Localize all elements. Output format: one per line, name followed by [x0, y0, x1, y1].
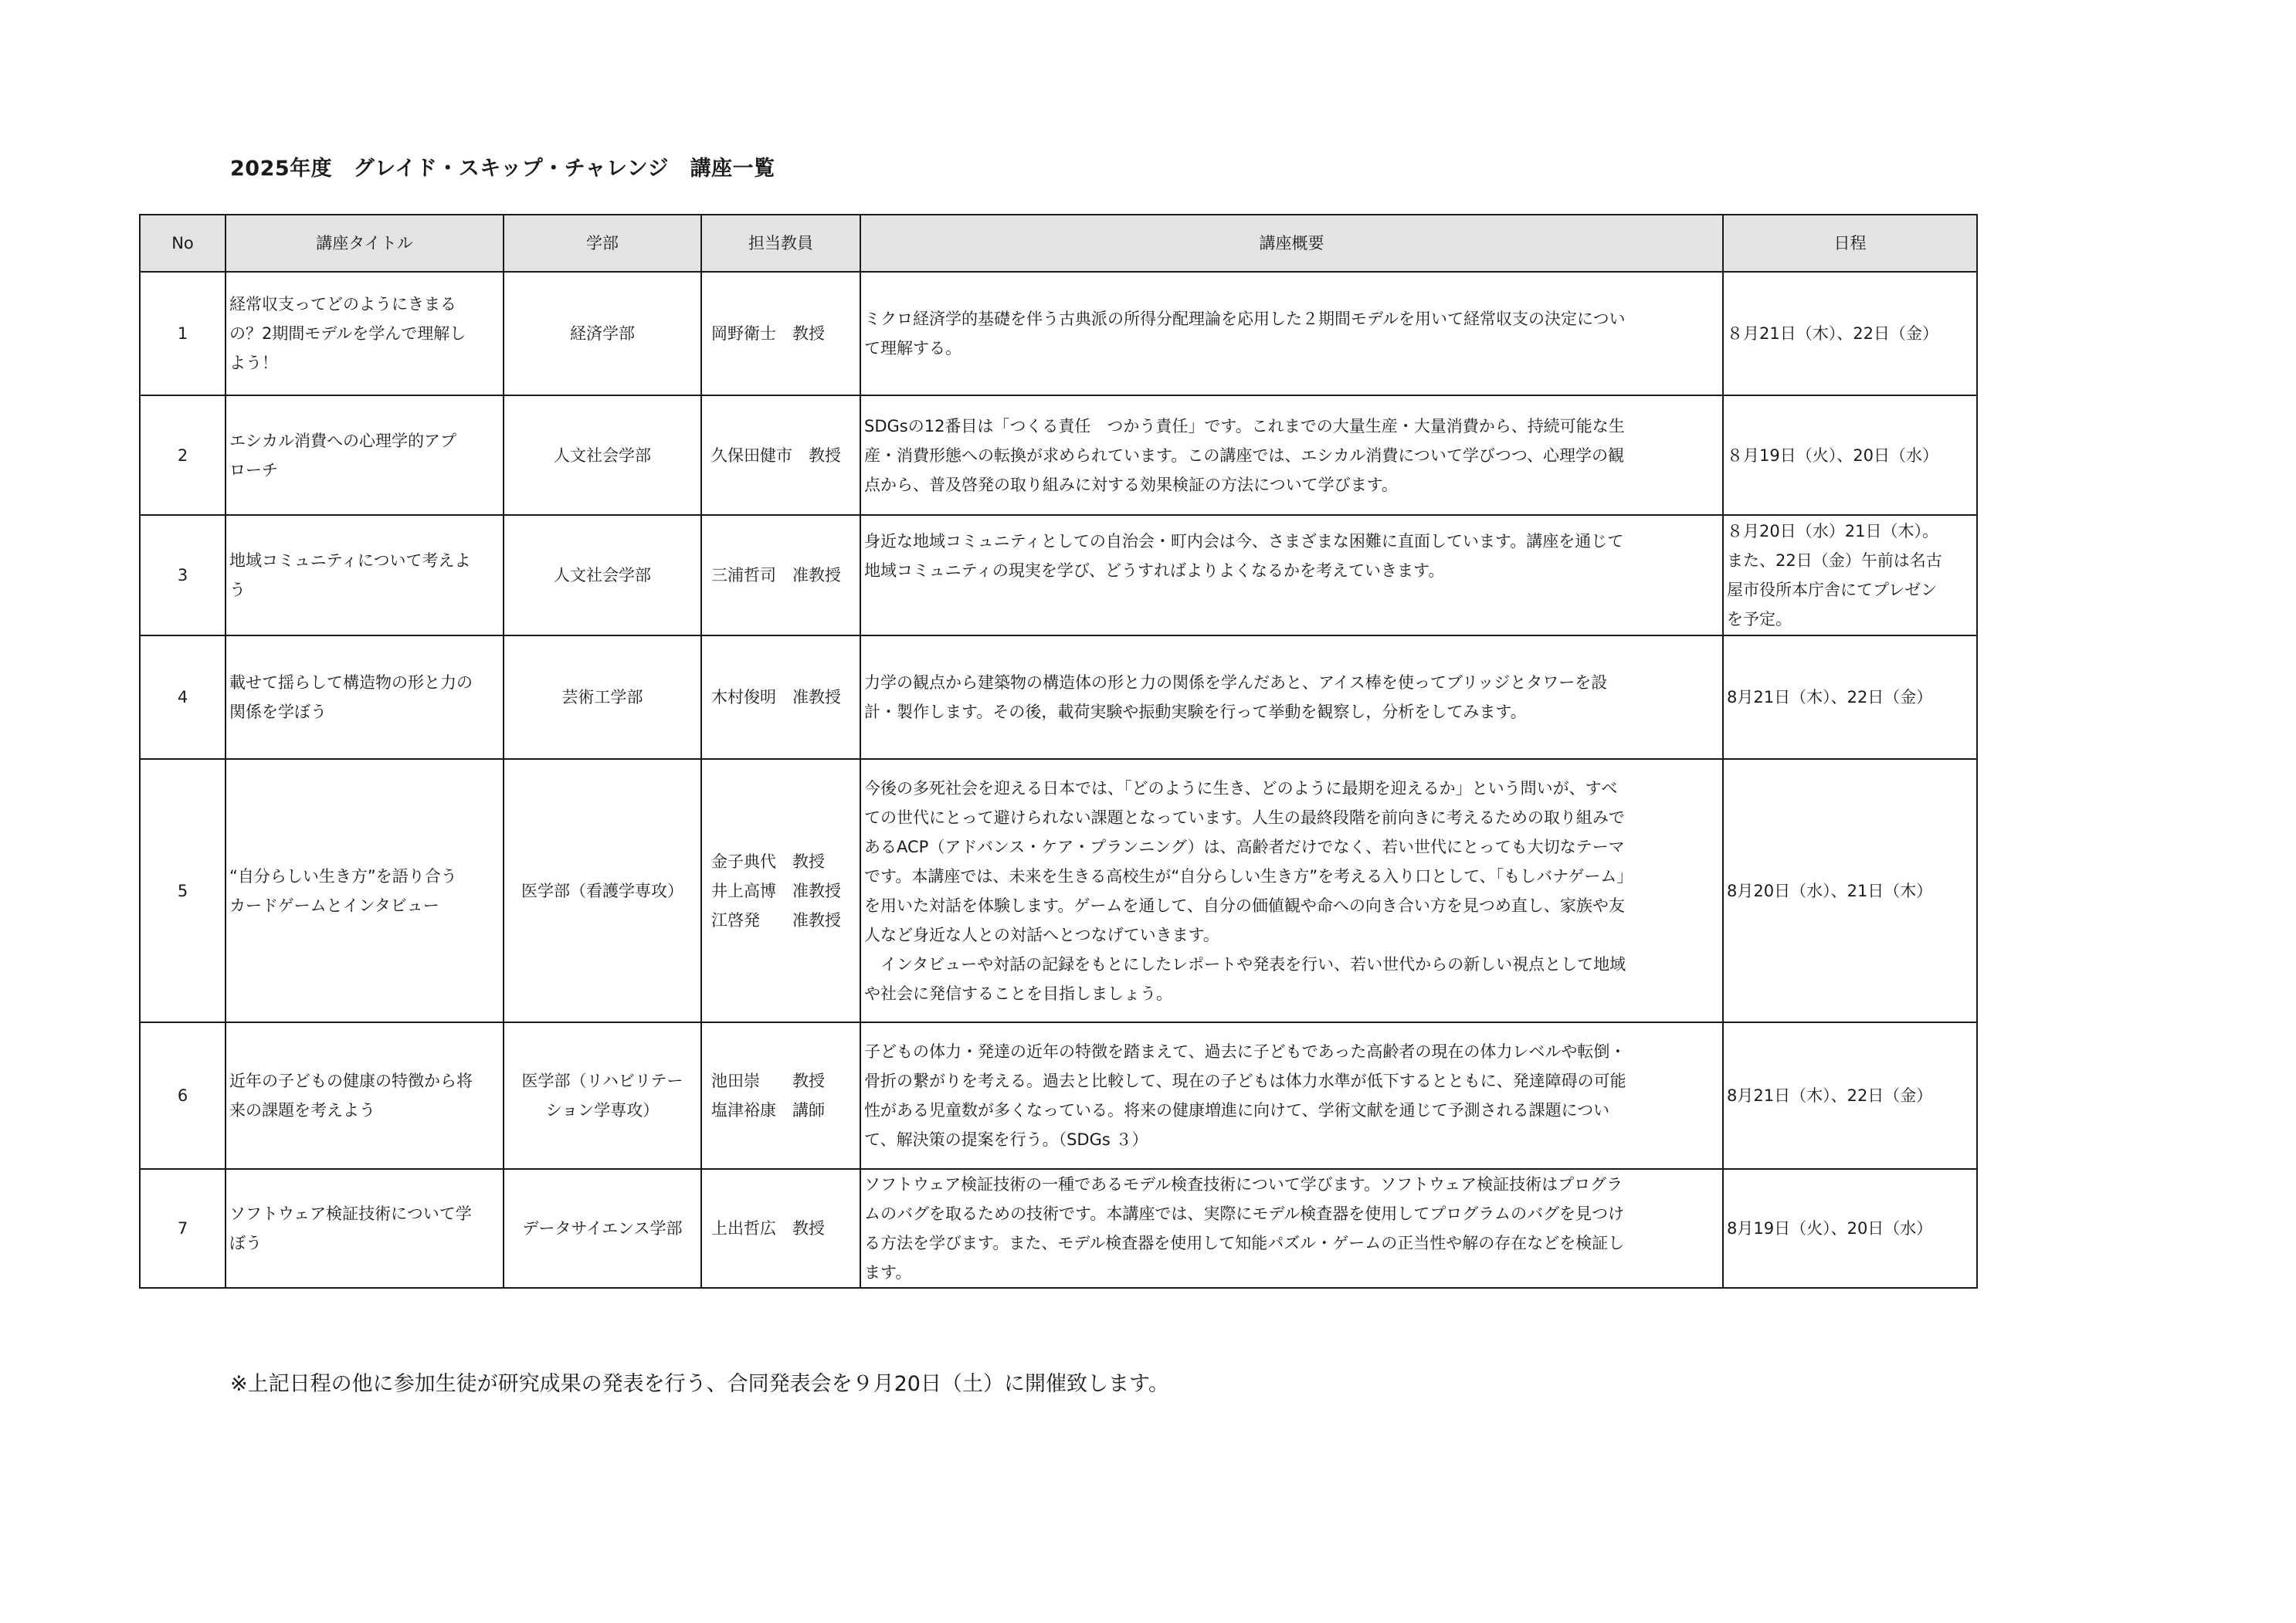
cell-teacher	[701, 272, 860, 395]
course-table	[139, 214, 1978, 1289]
cell-department	[504, 272, 701, 395]
cell-schedule	[1723, 759, 1977, 1022]
department-line: 人文社会学部	[554, 566, 651, 584]
title-line: 近年の子どもの健康の特徴から将	[229, 1072, 473, 1090]
cell-teacher	[701, 395, 860, 515]
schedule-line: 8月19日（火）、20日（水）	[1727, 1219, 1933, 1238]
cell-summary	[860, 515, 1723, 635]
cell-schedule	[1723, 1022, 1977, 1169]
summary-line: 性がある児童数が多くなっている。将来の健康増進に向けて、学術文献を通じて予測される課題につい	[864, 1101, 1610, 1120]
schedule-line: を予定。	[1727, 610, 1792, 629]
summary-line: 人など身近な人との対話へとつなげていきます。	[864, 925, 1219, 944]
schedule-line: 8月21日（木）、22日（金）	[1727, 1086, 1933, 1105]
table-row	[140, 395, 1977, 515]
header-summary: 講座概要	[860, 215, 1723, 272]
title-line: 経常収支ってどのようにきまる	[229, 295, 456, 313]
schedule-line: また、22日（金）午前は名古	[1727, 551, 1942, 570]
summary-line: 力学の観点から建築物の構造体の形と力の関係を学んだあと、アイス棒を使ってブリッジとタワーを設	[864, 673, 1608, 692]
summary-line: て、解決策の提案を行う。（SDGs ３）	[864, 1130, 1148, 1149]
header-schedule: 日程	[1723, 215, 1977, 272]
title-line: ローチ	[229, 460, 278, 479]
summary-line: SDGsの12番目は「つくる責任 つかう責任」です。これまでの大量生産・大量消費から、持続可能な生	[864, 416, 1625, 435]
summary-line: 子どもの体力・発達の近年の特徴を踏まえて、過去に子どもであった高齢者の現在の体力レベルや転倒・	[864, 1042, 1626, 1061]
summary-line: 地域コミュニティの現実を学び、どうすればよりよくなるかを考えていきます。	[864, 561, 1445, 580]
summary-line: や社会に発信することを目指しましょう。	[864, 984, 1172, 1003]
cell-no: 4	[140, 635, 226, 759]
document-title: 2025年度 グレイド・スキップ・チャレンジ 講座一覧	[230, 157, 775, 181]
cell-department	[504, 635, 701, 759]
department-line: 医学部（リハビリテー	[521, 1072, 683, 1090]
schedule-line: 屋市役所本庁舎にてプレゼン	[1727, 581, 1938, 599]
cell-department	[504, 395, 701, 515]
cell-summary	[860, 759, 1723, 1022]
header-title: 講座タイトル	[226, 215, 504, 272]
summary-line: ての世代にとって避けられない課題となっています。人生の最終段階を前向きに考えるための取り組みで	[864, 808, 1625, 827]
summary-line: ます。	[864, 1263, 912, 1282]
title-line: 関係を学ぼう	[229, 703, 327, 721]
cell-no: 5	[140, 759, 226, 1022]
teacher-line: 井上高博 准教授	[711, 881, 841, 900]
table-header-row	[140, 215, 1977, 272]
title-line: 来の課題を考えよう	[229, 1101, 375, 1120]
department-line: 医学部（看護学専攻）	[521, 881, 683, 900]
summary-line: インタビューや対話の記録をもとにしたレポートや発表を行い、若い世代からの新しい視点として地域	[864, 954, 1626, 974]
cell-teacher	[701, 1022, 860, 1169]
department-line: 人文社会学部	[554, 446, 651, 465]
title-line: ソフトウェア検証技術について学	[229, 1205, 472, 1223]
summary-line: 身近な地域コミュニティとしての自治会・町内会は今、さまざまな困難に直面しています。講座を通じて	[864, 532, 1624, 551]
schedule-line: ８月21日（木）、22日（金）	[1727, 324, 1938, 343]
summary-line: 産・消費形態への転換が求められています。この講座では、エシカル消費について学びつつ、心理学の観	[864, 446, 1625, 465]
summary-line: あるACP（アドバンス・ケア・プランニング）は、高齢者だけでなく、若い世代にとっても大切なテーマ	[864, 837, 1625, 856]
summary-line: ムのバグを取るための技術です。本講座では、実際にモデル検査器を使用してプログラムのバグを見つけ	[864, 1205, 1625, 1223]
cell-teacher	[701, 759, 860, 1022]
cell-title	[226, 1169, 504, 1288]
cell-teacher	[701, 635, 860, 759]
footnote: ※上記日程の他に参加生徒が研究成果の発表を行う、合同発表会を９月20日（土）に開催致します。	[230, 1372, 1169, 1396]
cell-summary	[860, 395, 1723, 515]
title-line: カードゲームとインタビュー	[229, 896, 439, 915]
teacher-line: 上出哲広 教授	[711, 1219, 825, 1238]
title-line: う	[229, 581, 246, 599]
table-row	[140, 272, 1977, 395]
title-line: ぼう	[229, 1234, 262, 1252]
teacher-line: 三浦哲司 准教授	[711, 566, 841, 584]
header-no: No	[140, 215, 226, 272]
cell-schedule	[1723, 1169, 1977, 1288]
teacher-line: 池田崇 教授	[711, 1072, 825, 1090]
schedule-line: ８月19日（火）、20日（水）	[1727, 446, 1938, 465]
cell-no: 1	[140, 272, 226, 395]
cell-no: 6	[140, 1022, 226, 1169]
summary-line: ソフトウェア検証技術の一種であるモデル検査技術について学びます。ソフトウェア検証技術はプログラ	[864, 1175, 1623, 1194]
cell-summary	[860, 1022, 1723, 1169]
teacher-line: 岡野衛士 教授	[711, 324, 825, 343]
cell-title	[226, 272, 504, 395]
summary-line: ミクロ経済学的基礎を伴う古典派の所得分配理論を応用した２期間モデルを用いて経常収支の決定につい	[864, 310, 1626, 328]
cell-no: 3	[140, 515, 226, 635]
cell-schedule	[1723, 635, 1977, 759]
teacher-line: 木村俊明 准教授	[711, 688, 841, 706]
cell-summary	[860, 635, 1723, 759]
title-line: 地域コミュニティについて考えよ	[229, 551, 471, 570]
schedule-line: ８月20日（水）21日（木）。	[1727, 522, 1938, 540]
title-line: “自分らしい生き方”を語り合う	[229, 866, 457, 886]
cell-no: 7	[140, 1169, 226, 1288]
cell-teacher	[701, 1169, 860, 1288]
schedule-line: 8月21日（木）、22日（金）	[1727, 688, 1933, 706]
summary-line: て理解する。	[864, 339, 961, 357]
table-row	[140, 759, 1977, 1022]
cell-title	[226, 759, 504, 1022]
table-row	[140, 1022, 1977, 1169]
summary-line: 点から、普及啓発の取り組みに対する効果検証の方法について学びます。	[864, 475, 1398, 494]
title-line: よう！	[229, 354, 278, 372]
summary-line: です。本講座では、未来を生きる高校生が“自分らしい生き方”を考える入り口として、「もしバナゲーム」	[864, 866, 1633, 886]
cell-teacher	[701, 515, 860, 635]
teacher-line: 金子典代 教授	[711, 852, 825, 871]
cell-title	[226, 395, 504, 515]
cell-department	[504, 759, 701, 1022]
summary-line: る方法を学びます。また、モデル検査器を使用して知能パズル・ゲームの正当性や解の存在などを検証し	[864, 1234, 1625, 1252]
summary-line: 骨折の繋がりを考える。過去と比較して、現在の子どもは体力水準が低下するとともに、発達障碍の可能	[864, 1072, 1626, 1090]
cell-department	[504, 515, 701, 635]
schedule-line: 8月20日（水）、21日（木）	[1727, 881, 1933, 900]
department-line: 経済学部	[570, 324, 635, 343]
teacher-line: 塩津裕康 講師	[711, 1101, 825, 1120]
cell-department	[504, 1169, 701, 1288]
cell-schedule	[1723, 515, 1977, 635]
teacher-line: 江啓発 准教授	[711, 910, 841, 930]
table-row	[140, 515, 1977, 635]
cell-title	[226, 1022, 504, 1169]
department-line: データサイエンス学部	[522, 1219, 683, 1238]
department-line: 芸術工学部	[561, 688, 643, 706]
cell-summary	[860, 272, 1723, 395]
cell-schedule	[1723, 395, 1977, 515]
cell-department	[504, 1022, 701, 1169]
cell-no: 2	[140, 395, 226, 515]
title-line: 載せて揺らして構造物の形と力の	[229, 673, 473, 692]
table-row	[140, 635, 1977, 759]
title-line: エシカル消費への心理学的アプ	[229, 431, 456, 450]
cell-title	[226, 515, 504, 635]
cell-summary	[860, 1169, 1723, 1288]
teacher-line: 久保田健市 教授	[711, 446, 841, 465]
title-line: の？2期間モデルを学んで理解し	[229, 324, 466, 343]
department-line: ション学専攻）	[545, 1101, 660, 1120]
summary-line: 今後の多死社会を迎える日本では、「どのように生き、どのように最期を迎えるか」という問いが、すべ	[864, 778, 1618, 798]
header-teacher: 担当教員	[701, 215, 860, 272]
cell-title	[226, 635, 504, 759]
summary-line: を用いた対話を体験します。ゲームを通して、自分の価値観や命への向き合い方を見つめ直し、家族や友	[864, 896, 1625, 915]
summary-line: 計・製作します。その後，載荷実験や振動実験を行って挙動を観察し，分析をしてみます。	[864, 703, 1527, 721]
cell-schedule	[1723, 272, 1977, 395]
table-row	[140, 1169, 1977, 1288]
header-department: 学部	[504, 215, 701, 272]
